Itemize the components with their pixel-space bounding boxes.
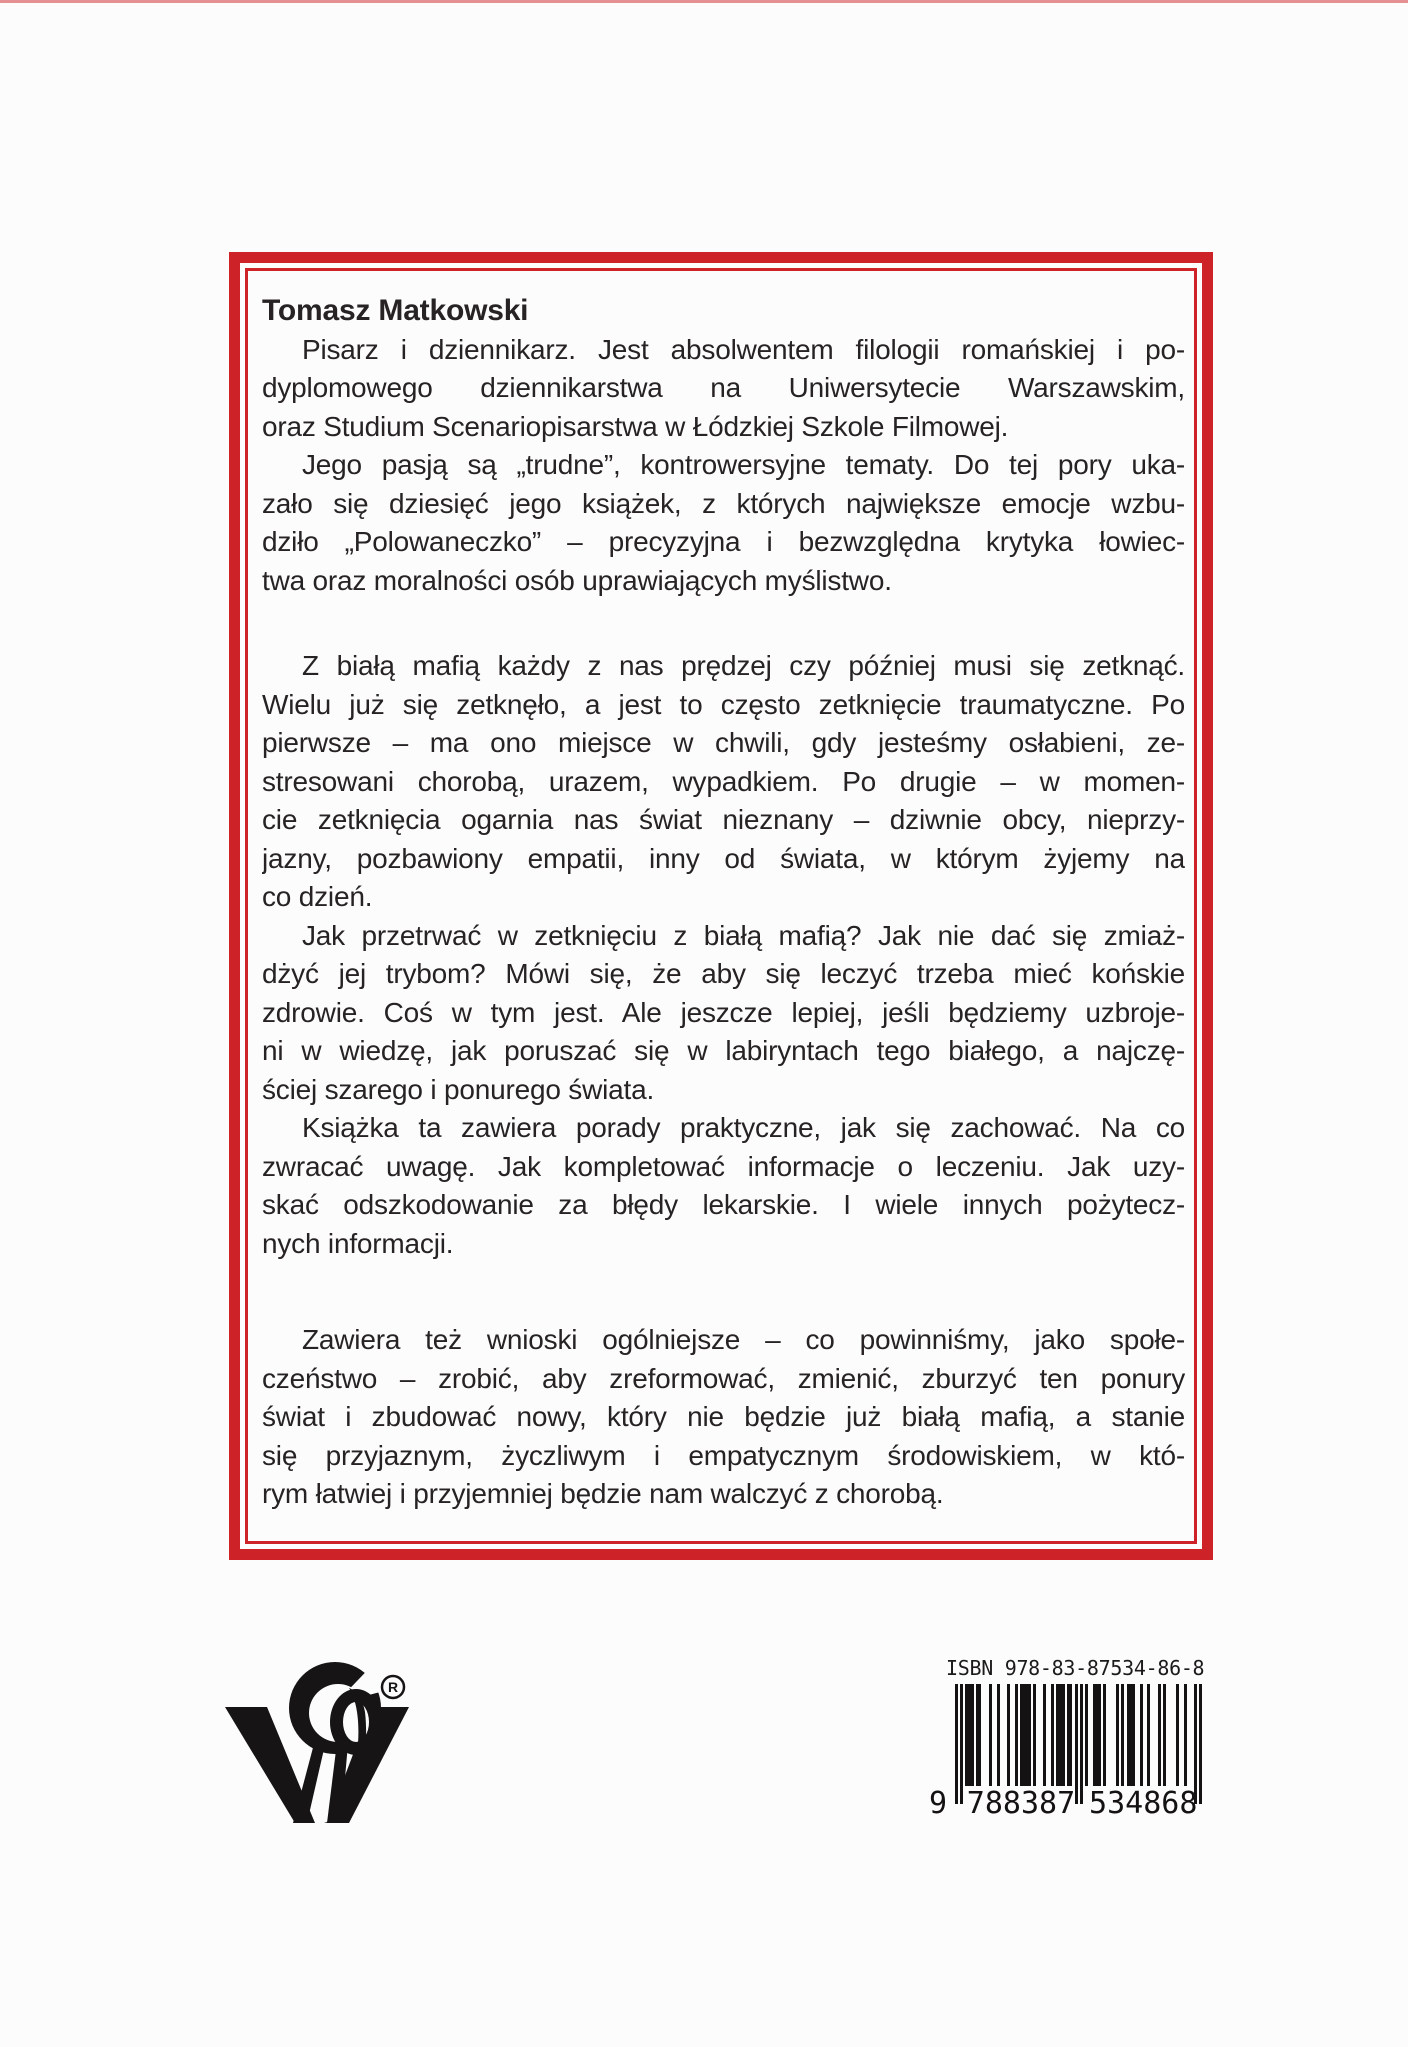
- body-text: [262, 292, 1185, 1514]
- paragraph: [262, 331, 1185, 447]
- text-line: cie zetknięcia ogarnia nas świat nieznany – dziwnie obcy, nieprzy-: [262, 804, 1185, 835]
- svg-text:R: R: [387, 1679, 399, 1695]
- barcode-bar: [1116, 1684, 1119, 1786]
- barcode-bar: [1103, 1684, 1106, 1786]
- barcode-bar: [1007, 1684, 1010, 1786]
- text-line: Wielu już się zetknęło, a jest to często zetknięcie traumatyczne. Po: [262, 688, 1185, 720]
- barcode-bar: [1147, 1684, 1150, 1786]
- barcode-bar: [1075, 1684, 1078, 1804]
- barcode-bar: [1051, 1684, 1054, 1786]
- barcode-bar: [960, 1684, 963, 1804]
- text-line: Pisarz i dziennikarz. Jest absolwentem filologii romańskiej i po-: [302, 333, 1185, 365]
- text-line: oraz Studium Scenariopisarstwa w Łódzkiej Szkole Filmowej.: [262, 410, 1009, 442]
- paragraph: [262, 647, 1185, 917]
- page-top-trim-mark: [0, 0, 1408, 3]
- barcode-bar: [978, 1684, 981, 1786]
- text-line: zwracać uwagę. Jak kompletować informacje o leczeniu. Jak uzy-: [262, 1150, 1185, 1182]
- barcode-bar: [1199, 1684, 1202, 1804]
- barcode-bar: [1158, 1684, 1161, 1786]
- barcode-lead-digit: 9: [929, 1786, 948, 1821]
- barcode-bar: [997, 1684, 1000, 1786]
- barcode-bar: [1132, 1684, 1135, 1786]
- ean13-barcode: [929, 1684, 1202, 1821]
- barcode-bar: [971, 1684, 974, 1786]
- text-line: nych informacji.: [262, 1227, 454, 1259]
- barcode-bar: [1015, 1684, 1018, 1786]
- paragraph: [262, 446, 1185, 600]
- text-line: ściej szarego i ponurego świata.: [262, 1073, 655, 1105]
- barcode-bar: [1163, 1684, 1166, 1786]
- paragraph: [262, 917, 1185, 1110]
- text-line: Jego pasją są „trudne”, kontrowersyjne tematy. Do tej pory uka-: [302, 449, 1185, 480]
- text-line: ni w wiedzę, jak poruszać się w labiryntach tego białego, a najczę-: [262, 1035, 1185, 1066]
- barcode-bar: [1033, 1684, 1036, 1786]
- paragraph: [262, 1109, 1185, 1263]
- barcode-bar: [1028, 1684, 1031, 1786]
- text-line: dyplomowego dziennikarstwa na Uniwersytecie Warszawskim,: [262, 372, 1185, 403]
- barcode-bar: [1062, 1684, 1065, 1786]
- barcode-bar: [1098, 1684, 1101, 1786]
- publisher-logo: [223, 1660, 413, 1825]
- text-line: jazny, pozbawiony empatii, inny od świata, w którym żyjemy na: [262, 842, 1185, 874]
- text-line: się przyjaznym, życzliwym i empatycznym środowiskiem, w któ-: [262, 1439, 1185, 1471]
- text-line: skać odszkodowanie za błędy lekarskie. I wiele innych pożytecz-: [262, 1189, 1185, 1220]
- paragraph: [262, 1321, 1185, 1514]
- text-line: co dzień.: [262, 881, 373, 912]
- text-line: Jak przetrwać w zetknięciu z białą mafią? Jak nie dać się zmiaż-: [302, 919, 1185, 951]
- barcode-bar: [1121, 1684, 1124, 1786]
- text-line: Z białą mafią każdy z nas prędzej czy później musi się zetknąć.: [302, 650, 1185, 681]
- text-line: Zawiera też wnioski ogólniejsze – co powinniśmy, jako społe-: [302, 1324, 1185, 1355]
- barcode-digits-right: 5 3 4 8 6 8: [1089, 1786, 1198, 1821]
- barcode-bar: [1184, 1684, 1187, 1786]
- publisher-logo-icon: [223, 1660, 413, 1825]
- text-line: świat i zbudować nowy, który nie będzie już białą mafią, a stanie: [262, 1401, 1185, 1432]
- barcode-bar: [1080, 1684, 1083, 1804]
- isbn-number: ISBN 978-83-87534-86-8: [946, 1656, 1205, 1680]
- barcode-bar: [1140, 1684, 1143, 1786]
- author-name: Tomasz Matkowski: [262, 294, 529, 327]
- barcode-bar: [955, 1684, 958, 1804]
- text-line: dziło „Polowaneczko” – precyzyjna i bezwzględna krytyka łowiec-: [262, 526, 1185, 557]
- barcode-bar: [1176, 1684, 1179, 1786]
- text-line: rym łatwiej i przyjemniej będzie nam walczyć z chorobą.: [262, 1478, 944, 1509]
- text-line: czeństwo – zrobić, aby zreformować, zmienić, zburzyć ten ponury: [262, 1362, 1185, 1394]
- text-line: twa oraz moralności osób uprawiających myślistwo.: [262, 564, 892, 596]
- text-line: dżyć jej trybom? Mówi się, że aby się leczyć trzeba mieć końskie: [262, 958, 1185, 989]
- text-line: zdrowie. Coś w tym jest. Ale jeszcze lepiej, jeśli będziemy uzbroje-: [262, 996, 1185, 1028]
- barcode-bar: [1043, 1684, 1046, 1786]
- barcode-bar: [989, 1684, 992, 1786]
- text-line: Książka ta zawiera porady praktyczne, jak się zachować. Na co: [302, 1112, 1185, 1143]
- barcode-digits-left: 7 8 8 3 8 7: [966, 1786, 1076, 1821]
- barcode-bar: [1085, 1684, 1088, 1786]
- barcode-bar: [1069, 1684, 1072, 1786]
- text-line: pierwsze – ma ono miejsce w chwili, gdy jesteśmy osłabieni, ze-: [262, 727, 1185, 758]
- text-line: stresowani chorobą, urazem, wypadkiem. Po drugie – w momen-: [262, 765, 1185, 797]
- text-line: zało się dziesięć jego książek, z których największe emocje wzbu-: [262, 487, 1185, 519]
